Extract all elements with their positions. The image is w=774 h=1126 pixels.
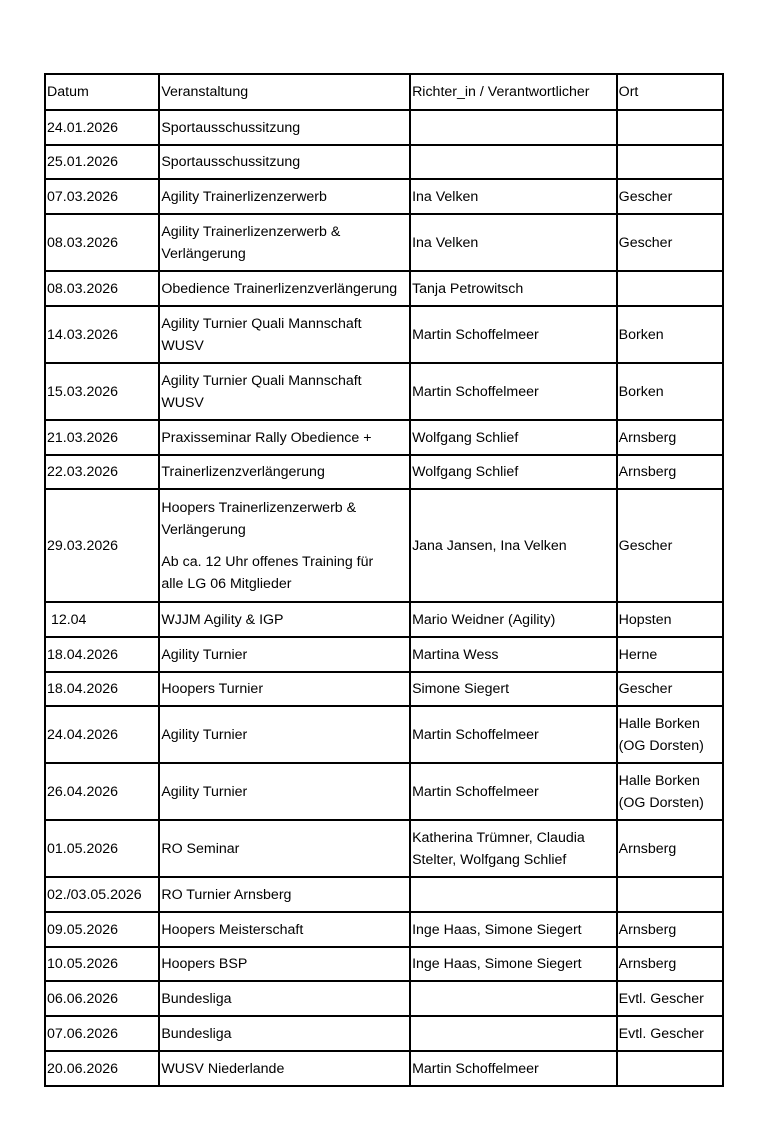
cell-line: Martin Schoffelmeer [412, 783, 539, 800]
cell-veranstaltung [159, 877, 410, 912]
table-row [45, 306, 723, 363]
cell-line: Agility Turnier Quali Mannschaft [161, 315, 362, 332]
cell-datum: 09.05.2026 [45, 912, 159, 947]
cell-ort [617, 489, 723, 602]
cell-ort [617, 672, 723, 706]
cell-line: Halle Borken [618, 715, 700, 732]
cell-veranstaltung [159, 763, 410, 820]
paragraph-gap [161, 541, 409, 551]
cell-datum: 02./03.05.2026 [45, 877, 159, 912]
cell-line: Hopsten [618, 611, 672, 628]
table-row [45, 214, 723, 271]
cell-line: Sportausschussitzung [161, 154, 301, 170]
cell-ort [617, 363, 723, 420]
cell-line: Arnsberg [618, 921, 677, 938]
table-row [45, 1051, 723, 1086]
cell-datum: 29.03.2026 [45, 489, 159, 602]
cell-line: Stelter, Wolfgang Schlief [412, 851, 567, 868]
table-row [45, 602, 723, 637]
table-row [45, 637, 723, 672]
cell-veranstaltung [159, 455, 410, 489]
cell-datum: 18.04.2026 [45, 637, 159, 672]
table-row [45, 706, 723, 763]
cell-line: (OG Dorsten) [618, 737, 704, 754]
cell-ort [617, 455, 723, 489]
cell-line: Ina Velken [412, 234, 479, 251]
table-row [45, 1016, 723, 1051]
cell-note-line: Ab ca. 12 Uhr offenes Training für [161, 553, 374, 570]
table-row [45, 877, 723, 912]
cell-datum: 18.04.2026 [45, 672, 159, 706]
table-row [45, 763, 723, 820]
cell-datum: 24.04.2026 [45, 706, 159, 763]
cell-ort [617, 306, 723, 363]
event-schedule-table [44, 73, 724, 1087]
cell-richter [410, 145, 617, 179]
table-row [45, 271, 723, 306]
header-richter: Richter_in / Verantwortlicher [410, 74, 617, 110]
cell-datum: 08.03.2026 [45, 214, 159, 271]
cell-richter [410, 672, 617, 706]
cell-richter [410, 110, 617, 145]
cell-datum: 06.06.2026 [45, 981, 159, 1016]
cell-line: WUSV [161, 337, 204, 354]
cell-datum: 26.04.2026 [45, 763, 159, 820]
cell-ort [617, 820, 723, 877]
cell-line: Gescher [618, 681, 673, 697]
cell-line: Agility Turnier [161, 726, 248, 743]
cell-veranstaltung [159, 489, 410, 602]
cell-datum: 22.03.2026 [45, 455, 159, 489]
cell-line: Martin Schoffelmeer [412, 383, 539, 400]
cell-line: Katherina Trümner, Claudia [412, 829, 585, 846]
cell-veranstaltung [159, 672, 410, 706]
table-row [45, 912, 723, 947]
cell-line: Bundesliga [161, 1025, 232, 1042]
cell-veranstaltung [159, 947, 410, 981]
cell-line: Trainerlizenzverlängerung [161, 464, 325, 480]
cell-line: Agility Trainerlizenzerwerb [161, 188, 327, 205]
cell-line: Hoopers BSP [161, 956, 248, 972]
cell-veranstaltung [159, 602, 410, 637]
cell-richter [410, 489, 617, 602]
cell-line: Sportausschussitzung [161, 119, 301, 136]
header-datum: Datum [45, 74, 159, 110]
cell-line: Gescher [618, 188, 673, 205]
cell-line: Agility Turnier Quali Mannschaft [161, 372, 362, 389]
cell-line: Herne [618, 646, 658, 663]
cell-line: Arnsberg [618, 956, 677, 972]
cell-line: Hoopers Meisterschaft [161, 921, 304, 938]
cell-veranstaltung [159, 306, 410, 363]
cell-veranstaltung [159, 271, 410, 306]
cell-line: Gescher [618, 537, 673, 554]
cell-line: Praxisseminar Rally Obedience + [161, 429, 372, 446]
cell-datum: 15.03.2026 [45, 363, 159, 420]
cell-line: Agility Turnier [161, 783, 248, 800]
cell-ort [617, 271, 723, 306]
event-schedule-body [45, 74, 723, 1086]
cell-ort [617, 981, 723, 1016]
cell-line: Verlängerung [161, 521, 246, 538]
cell-line: RO Seminar [161, 840, 240, 857]
cell-richter [410, 306, 617, 363]
cell-datum: 24.01.2026 [45, 110, 159, 145]
cell-veranstaltung [159, 637, 410, 672]
table-row [45, 455, 723, 489]
cell-line: Martin Schoffelmeer [412, 1060, 539, 1077]
cell-ort [617, 145, 723, 179]
table-row [45, 820, 723, 877]
cell-richter [410, 455, 617, 489]
cell-line: Wolfgang Schlief [412, 464, 519, 480]
cell-ort [617, 706, 723, 763]
cell-richter [410, 763, 617, 820]
cell-datum: 10.05.2026 [45, 947, 159, 981]
cell-veranstaltung [159, 912, 410, 947]
cell-line: Inge Haas, Simone Siegert [412, 921, 582, 938]
cell-ort [617, 110, 723, 145]
cell-datum: 12.04 [45, 602, 159, 637]
cell-datum: 08.03.2026 [45, 271, 159, 306]
cell-richter [410, 602, 617, 637]
cell-richter [410, 420, 617, 455]
cell-richter [410, 1051, 617, 1086]
cell-datum: 20.06.2026 [45, 1051, 159, 1086]
header-veranstaltung: Veranstaltung [159, 74, 410, 110]
cell-datum: 21.03.2026 [45, 420, 159, 455]
cell-line: Borken [618, 326, 664, 343]
cell-richter [410, 363, 617, 420]
cell-richter [410, 981, 617, 1016]
cell-line: Bundesliga [161, 990, 232, 1007]
cell-richter [410, 179, 617, 214]
cell-veranstaltung [159, 214, 410, 271]
cell-line: Evtl. Gescher [618, 1025, 704, 1042]
cell-line: Hoopers Trainerlizenzerwerb & [161, 499, 357, 516]
cell-line: Verlängerung [161, 245, 246, 262]
header-row [45, 74, 723, 110]
cell-ort [617, 1051, 723, 1086]
cell-line: Borken [618, 383, 664, 400]
cell-richter [410, 947, 617, 981]
table-row [45, 363, 723, 420]
cell-richter [410, 912, 617, 947]
cell-richter [410, 1016, 617, 1051]
cell-datum: 01.05.2026 [45, 820, 159, 877]
table-row [45, 420, 723, 455]
cell-ort [617, 947, 723, 981]
cell-line: Ina Velken [412, 188, 479, 205]
cell-line: Arnsberg [618, 429, 677, 446]
table-row [45, 110, 723, 145]
cell-line: Agility Turnier [161, 646, 248, 663]
cell-line: Martina Wess [412, 646, 499, 663]
cell-veranstaltung [159, 363, 410, 420]
cell-veranstaltung [159, 179, 410, 214]
table-row [45, 981, 723, 1016]
cell-veranstaltung [159, 110, 410, 145]
table-row [45, 179, 723, 214]
cell-ort [617, 877, 723, 912]
cell-line: WUSV [161, 394, 204, 411]
cell-veranstaltung [159, 420, 410, 455]
cell-ort [617, 763, 723, 820]
cell-ort [617, 1016, 723, 1051]
header-ort: Ort [617, 74, 723, 110]
cell-line: Mario Weidner (Agility) [412, 611, 556, 628]
cell-veranstaltung [159, 820, 410, 877]
cell-veranstaltung [159, 1016, 410, 1051]
cell-veranstaltung [159, 706, 410, 763]
table-row [45, 672, 723, 706]
cell-line: Inge Haas, Simone Siegert [412, 956, 582, 972]
cell-richter [410, 214, 617, 271]
cell-line: (OG Dorsten) [618, 794, 704, 811]
cell-line: Hoopers Turnier [161, 681, 264, 697]
cell-line: Tanja Petrowitsch [412, 280, 524, 297]
cell-richter [410, 820, 617, 877]
cell-richter [410, 877, 617, 912]
cell-line: Martin Schoffelmeer [412, 326, 539, 343]
cell-line: RO Turnier Arnsberg [161, 886, 292, 903]
table-row [45, 489, 723, 602]
cell-ort [617, 179, 723, 214]
cell-datum: 25.01.2026 [45, 145, 159, 179]
cell-line: WUSV Niederlande [161, 1060, 285, 1077]
cell-ort [617, 637, 723, 672]
cell-datum: 07.03.2026 [45, 179, 159, 214]
cell-line: Jana Jansen, Ina Velken [412, 537, 567, 554]
cell-veranstaltung [159, 1051, 410, 1086]
cell-line: Gescher [618, 234, 673, 251]
table-row [45, 947, 723, 981]
cell-ort [617, 602, 723, 637]
table-row [45, 145, 723, 179]
cell-line: WJJM Agility & IGP [161, 611, 284, 628]
cell-line: Evtl. Gescher [618, 990, 704, 1007]
cell-richter [410, 637, 617, 672]
cell-richter [410, 271, 617, 306]
cell-datum: 14.03.2026 [45, 306, 159, 363]
cell-line: Simone Siegert [412, 681, 510, 697]
cell-datum: 07.06.2026 [45, 1016, 159, 1051]
cell-line: Wolfgang Schlief [412, 429, 519, 446]
cell-line: Arnsberg [618, 840, 677, 857]
cell-line: Martin Schoffelmeer [412, 726, 539, 743]
cell-line: Halle Borken [618, 772, 700, 789]
cell-richter [410, 706, 617, 763]
cell-ort [617, 214, 723, 271]
cell-ort [617, 912, 723, 947]
cell-line: Obedience Trainerlizenzverlängerung [161, 280, 398, 297]
cell-veranstaltung [159, 981, 410, 1016]
cell-note-line: alle LG 06 Mitglieder [161, 575, 292, 592]
cell-line: Arnsberg [618, 464, 677, 480]
cell-line: Agility Trainerlizenzerwerb & [161, 223, 341, 240]
cell-veranstaltung [159, 145, 410, 179]
cell-ort [617, 420, 723, 455]
